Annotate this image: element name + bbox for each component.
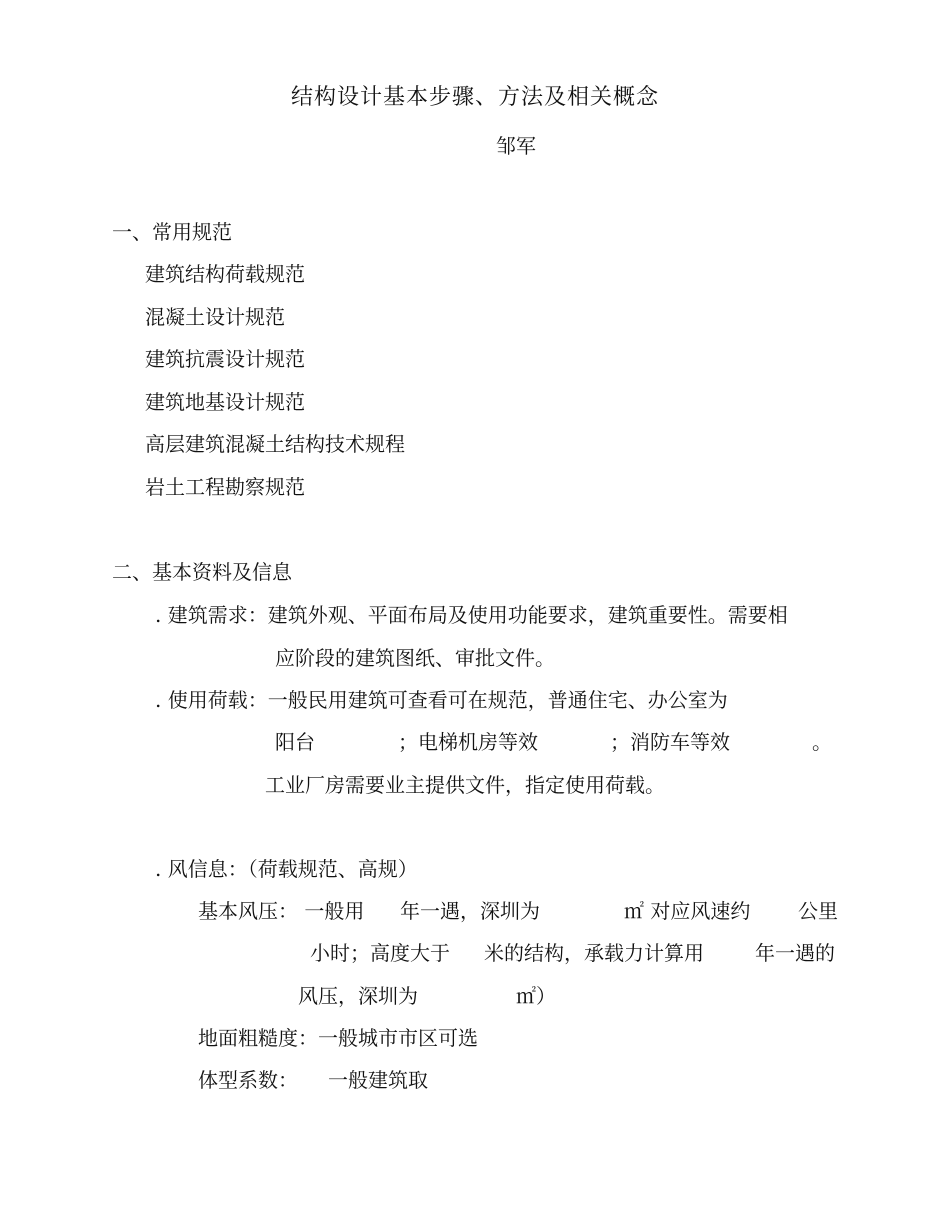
norm-item: 岩土工程勘察规范	[145, 475, 305, 499]
norm-item: 建筑地基设计规范	[145, 390, 305, 414]
section-heading-norms: 一、常用规范	[112, 220, 232, 244]
wind-pressure-text: 年一遇，深圳为	[400, 899, 540, 923]
norm-item: 高层建筑混凝土结构技术规程	[145, 432, 405, 456]
usage-load-fire-truck: ；消防车等效	[610, 730, 730, 754]
shape-coefficient-label: 体型系数：	[198, 1068, 298, 1092]
wind-pressure-text: 公里	[798, 899, 838, 923]
usage-load-line: . 使用荷载：一般民用建筑可查看可在规范，普通住宅、办公室为	[155, 688, 728, 712]
usage-load-line: 工业厂房需要业主提供文件，指定使用荷载。	[265, 773, 665, 797]
wind-pressure-text: ㎡ 对应风速约	[624, 899, 751, 923]
norm-item: 混凝土设计规范	[145, 305, 285, 329]
norm-item: 建筑抗震设计规范	[145, 347, 305, 371]
wind-pressure-text: ㎡）	[516, 984, 556, 1008]
wind-pressure-text: 小时；高度大于	[310, 941, 450, 965]
wind-pressure-text: 风压，深圳为	[298, 984, 418, 1008]
wind-pressure-text: 米的结构，承载力计算用	[484, 941, 704, 965]
building-requirement-line: 应阶段的建筑图纸、审批文件。	[275, 646, 555, 670]
usage-load-period: 。	[812, 730, 832, 754]
author-name: 邹军	[496, 134, 536, 158]
wind-pressure-text: 年一遇的	[755, 941, 835, 965]
page-title: 结构设计基本步骤、方法及相关概念	[290, 85, 659, 110]
usage-load-balcony: 阳台	[275, 730, 315, 754]
usage-load-elevator: ；电梯机房等效	[398, 730, 538, 754]
wind-pressure-text: 基本风压： 一般用	[198, 899, 365, 923]
shape-coefficient-value: 一般建筑取	[328, 1068, 428, 1092]
section-heading-basic-info: 二、基本资料及信息	[112, 560, 292, 584]
building-requirement-line: . 建筑需求：建筑外观、平面布局及使用功能要求，建筑重要性。需要相	[155, 603, 788, 627]
wind-info-header: . 风信息：（荷载规范、高规）	[155, 857, 418, 881]
ground-roughness-text: 地面粗糙度：一般城市市区可选	[198, 1026, 478, 1050]
norm-item: 建筑结构荷载规范	[145, 262, 305, 286]
